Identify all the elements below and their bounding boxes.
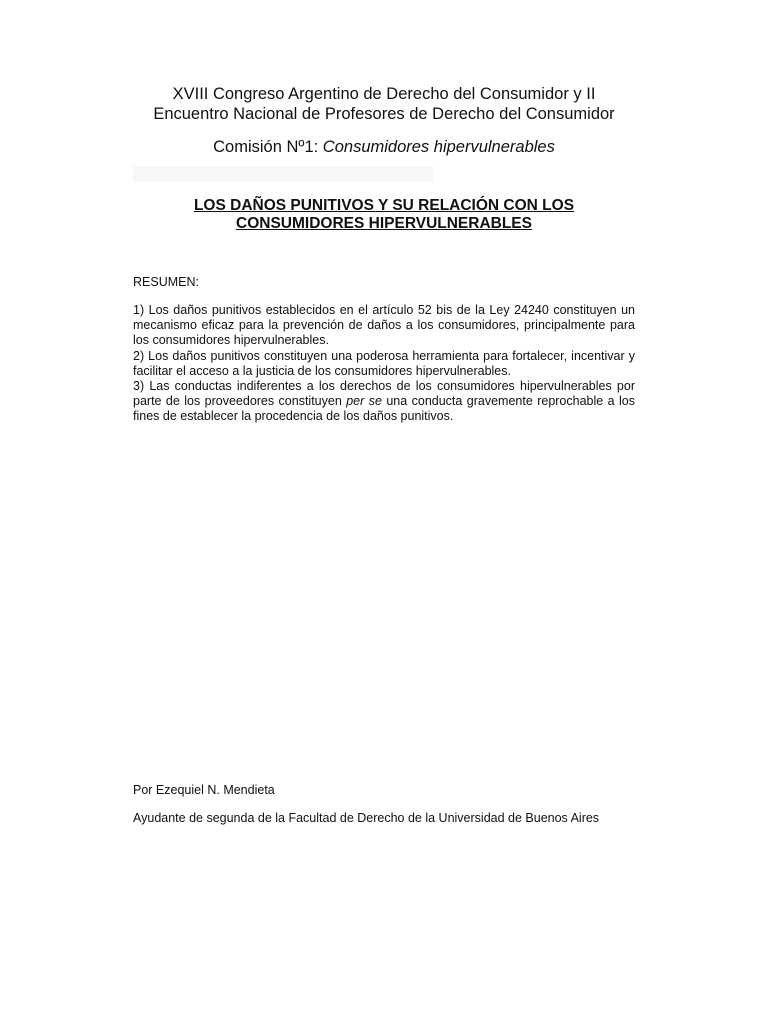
author-line: Por Ezequiel N. Mendieta [133,783,275,797]
congress-line-2: Encuentro Nacional de Profesores de Derecho del Consumidor [153,105,615,123]
title-line-1: LOS DAÑOS PUNITIVOS Y SU RELACIÓN CON LOS [193,197,575,214]
title-line-2: CONSUMIDORES HIPERVULNERABLES [236,215,532,232]
summary-point-2: 2) Los daños punitivos constituyen una poderosa herramienta para fortalecer, incentivar y facilitar el acceso a la justicia de los consumidores hipervulnerables. [133,348,635,378]
summary-point-1: 1) Los daños punitivos establecidos en el artículo 52 bis de la Ley 24240 constituyen un mecanismo eficaz para la prevención de daños a los consumidores, principalmente para los consumidores hipervulnerables. [133,303,635,348]
summary-point-3-end: una conducta gravemente reprochable a los fines de establecer la procedencia de los daños punitivos. [133,394,635,424]
congress-line-1: XVIII Congreso Argentino de Derecho del Consumidor y II [172,85,596,103]
commission-label: Comisión Nº1: [213,138,323,156]
summary-point-3 [133,379,635,425]
congress-heading [133,84,635,124]
summary-point-3-start: 3) Las conductas indiferentes a los derechos de los consumidores hipervulnerables por parte de los proveedores constituyen [133,379,635,409]
summary-body [133,303,635,425]
document-title [133,197,635,233]
faint-band [133,166,433,182]
commission-heading [133,137,635,157]
author-affiliation: Ayudante de segunda de la Facultad de Derecho de la Universidad de Buenos Aires [133,811,600,825]
summary-label: RESUMEN: [133,275,199,289]
summary-point-3-italic: per se [346,394,382,409]
commission-topic: Consumidores hipervulnerables [322,138,555,156]
